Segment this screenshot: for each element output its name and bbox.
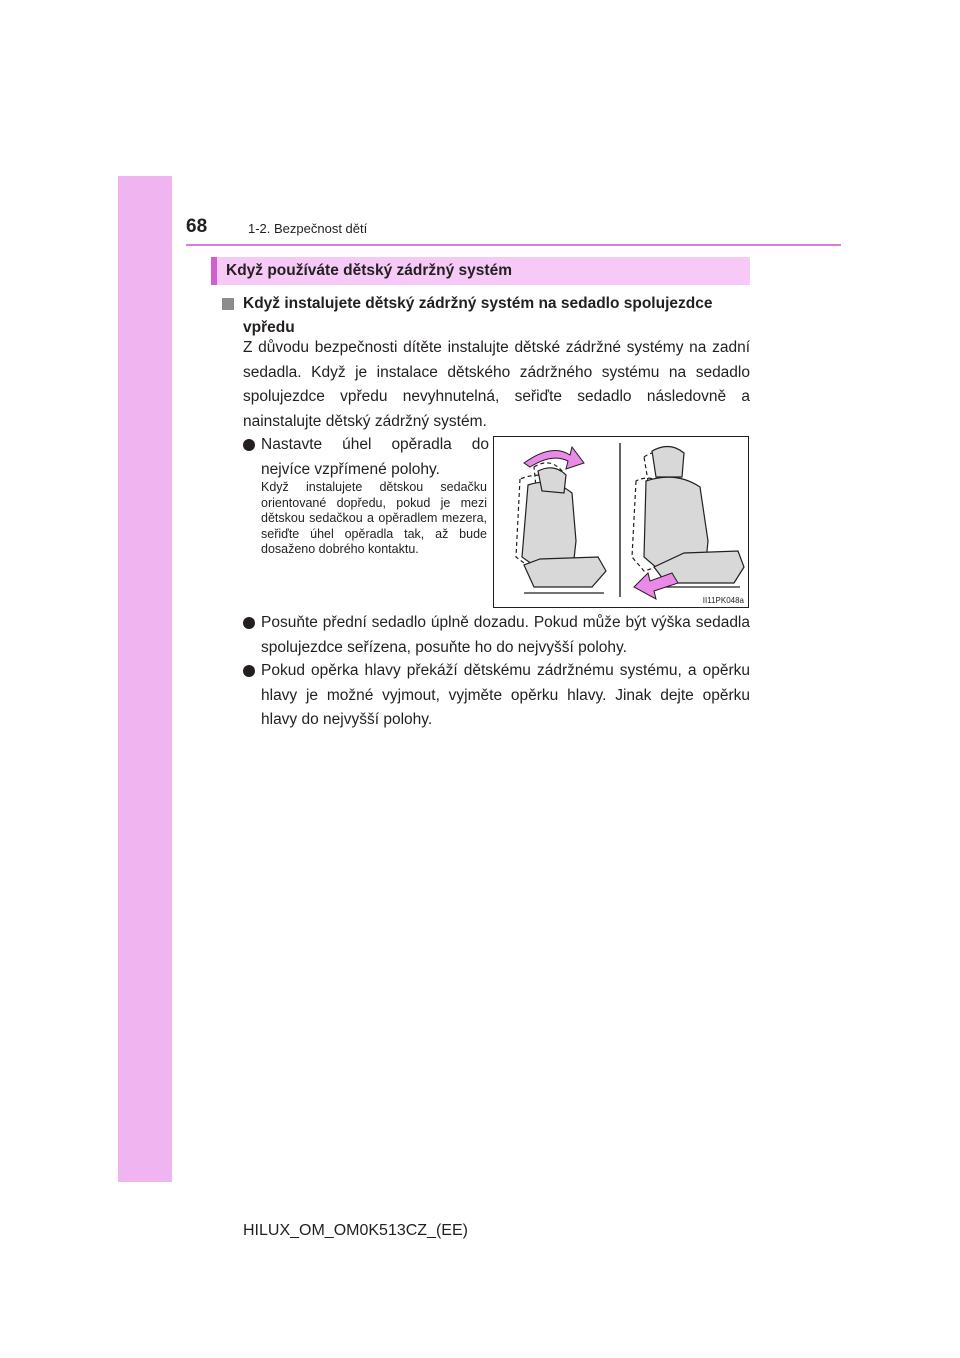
section-heading-text: Když používáte dětský zádržný systém	[226, 262, 512, 279]
seat-adjustment-figure	[493, 436, 749, 608]
heading-accent	[211, 257, 217, 285]
note-text: Když instalujete dětskou sedačku orientované dopředu, pokud je mezi dětskou sedačkou a opěradlem mezera, seřiďte úhel opěradla tak, až bude dosaženo dobrého kontaktu.	[261, 480, 487, 556]
section-heading	[211, 257, 750, 285]
page-number: 68	[186, 216, 208, 237]
sub-heading	[222, 292, 750, 340]
intro-paragraph: Z důvodu bezpečnosti dítěte instalujte dětské zádržné systémy na zadní sedadla. Když je instalace dětského zádržného systému na sedadlo spolujezdce vpředu nevyhnutelná, seřiďte sedadlo následovně a nainstalujte dětský zádržný systém.	[243, 339, 750, 430]
bullet-text: Posuňte přední sedadlo úplně dozadu. Pokud může být výška sedadla spolujezdce seřízena, posuňte ho do nejvyšší polohy.	[261, 614, 750, 656]
bullet-text: Nastavte úhel opěradla do nejvíce vzpřímené polohy.	[261, 436, 489, 478]
sub-heading-text: Když instalujete dětský zádržný systém na sedadlo spolujezdce vpředu	[243, 295, 713, 336]
square-bullet-icon	[222, 298, 234, 310]
bullet-item	[243, 611, 750, 660]
document-code-footer: HILUX_OM_OM0K513CZ_(EE)	[243, 1222, 468, 1239]
left-seat-back	[522, 482, 576, 567]
recline-arrow-icon	[524, 447, 584, 469]
bullet-dot-icon	[243, 439, 255, 451]
left-headrest	[538, 468, 566, 493]
section-title: 1-2. Bezpečnost dětí	[248, 221, 368, 236]
left-seat-cushion	[524, 557, 606, 587]
header-rule	[186, 244, 841, 246]
bullet-item	[243, 433, 489, 482]
right-headrest	[652, 446, 684, 477]
bullet-dot-icon	[243, 617, 255, 629]
bullet-item	[243, 659, 750, 733]
side-tab	[118, 176, 172, 1182]
bullet-dot-icon	[243, 665, 255, 677]
bullet-text: Pokud opěrka hlavy překáží dětskému zádržnému systému, a opěrku hlavy je možné vyjmout, vyjměte opěrku hlavy. Jinak dejte opěrku hlavy do nejvyšší polohy.	[261, 662, 750, 728]
slide-back-arrow-icon	[634, 573, 678, 599]
seat-illustration	[494, 437, 748, 607]
figure-code: II11PK048a	[702, 596, 744, 605]
